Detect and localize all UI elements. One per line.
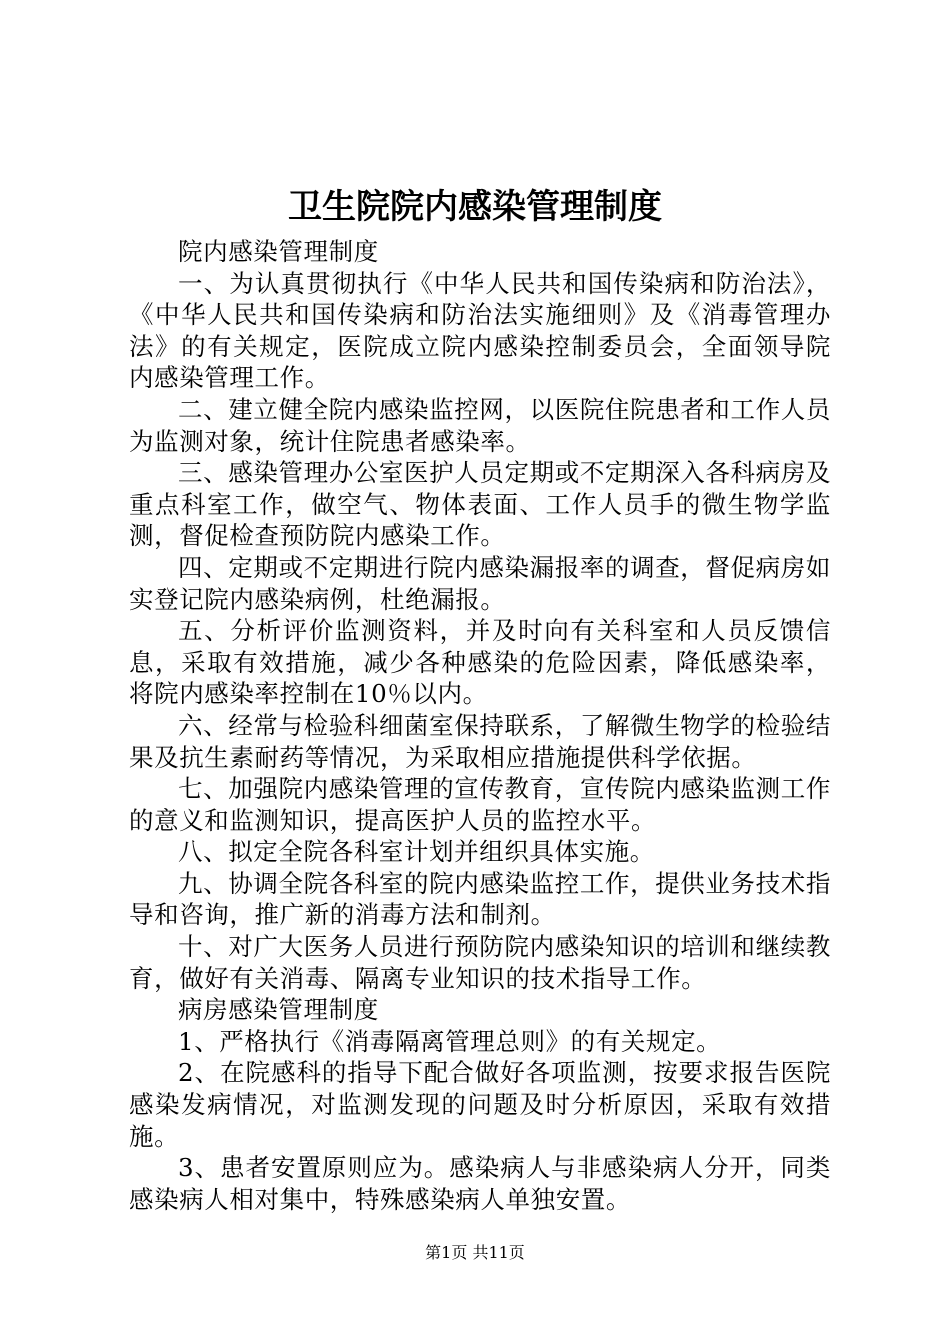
document-title: 卫生院院内感染管理制度 [288,187,662,227]
section-heading: 院内感染管理制度 [178,237,379,266]
paragraph: 二、建立健全院内感染监控网，以医院住院患者和工作人员为监测对象，统计住院患者感染率。 [129,394,831,456]
paragraph: 五、分析评价监测资料，并及时向有关科室和人员反馈信息，采取有效措施，减少各种感染的危险因素，降低感染率，将院内感染率控制在10％以内。 [129,616,831,709]
paragraph: 三、感染管理办公室医护人员定期或不定期深入各科病房及重点科室工作，做空气、物体表面、工作人员手的微生物学监测，督促检查预防院内感染工作。 [129,458,831,551]
page-footer: 第1页 共11页 [425,1243,525,1262]
paragraph: 1、严格执行《消毒隔离管理总则》的有关规定。 [178,1026,722,1056]
document-body [129,236,831,1215]
paragraph: 六、经常与检验科细菌室保持联系，了解微生物学的检验结果及抗生素耐药等情况，为采取相应措施提供科学依据。 [129,710,831,772]
paragraph: 2、在院感科的指导下配合做好各项监测，按要求报告医院感染发病情况，对监测发现的问题及时分析原因，采取有效措施。 [129,1058,831,1151]
paragraph: 一、为认真贯彻执行《中华人民共和国传染病和防治法》，《中华人民共和国传染病和防治法实施细则》及《消毒管理办法》的有关规定，医院成立院内感染控制委员会，全面领导院内感染管理工作。 [129,268,831,393]
paragraph: 十、对广大医务人员进行预防院内感染知识的培训和继续教育，做好有关消毒、隔离专业知识的技术指导工作。 [129,932,831,993]
paragraph: 九、协调全院各科室的院内感染监控工作，提供业务技术指导和咨询，推广新的消毒方法和制剂。 [129,868,831,930]
paragraph: 八、拟定全院各科室计划并组织具体实施。 [178,837,655,867]
paragraph: 四、定期或不定期进行院内感染漏报率的调查，督促病房如实登记院内感染病例，杜绝漏报。 [129,552,831,614]
section-heading: 病房感染管理制度 [178,995,379,1025]
paragraph: 七、加强院内感染管理的宣传教育，宣传院内感染监测工作的意义和监测知识，提高医护人员的监控水平。 [129,774,831,835]
paragraph: 3、患者安置原则应为。感染病人与非感染病人分开，同类感染病人相对集中，特殊感染病人单独安置。 [129,1153,831,1214]
